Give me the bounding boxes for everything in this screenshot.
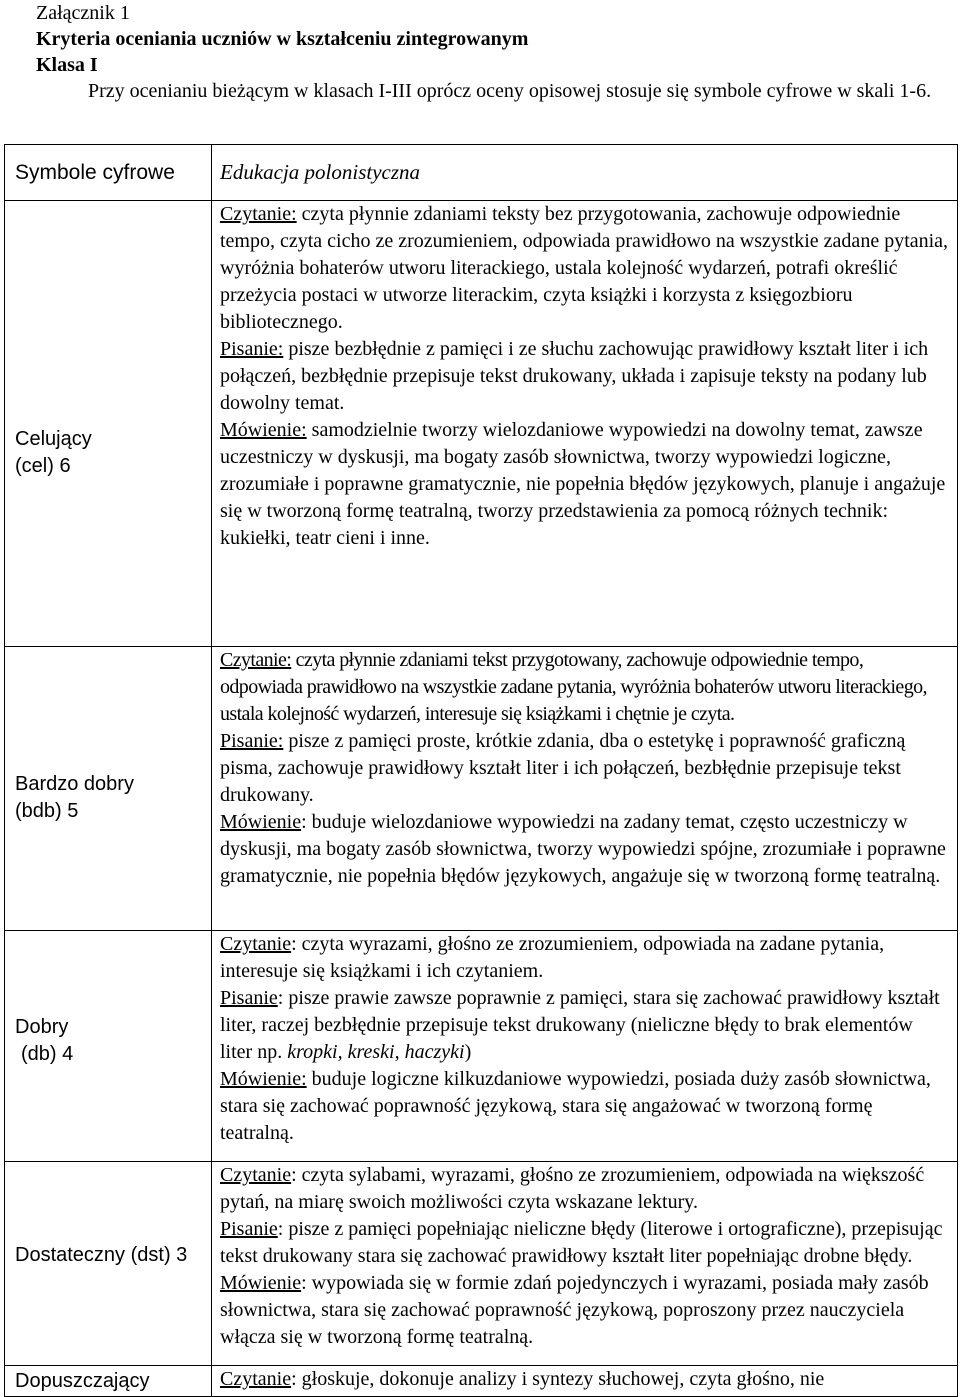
criterion-reading: Czytanie: głoskuje, dokonuje analizy i syntezy słuchowej, czyta głośno, nie [220, 1368, 825, 1390]
criterion-writing: Pisanie: pisze bezbłędnie z pamięci i ze słuchu zachowując prawidłowy kształt liter i ich połączeń, bezbłędnie przepisuje tekst drukowany, układa i zapisuje teksty na podany lub dowolny temat. [220, 338, 929, 414]
grade-code: (bdb) 5 [15, 800, 79, 822]
document-header [36, 0, 936, 104]
criterion-speaking: Mówienie: samodzielnie tworzy wielozdaniowe wypowiedzi na dowolny temat, zawsze uczestniczy w dyskusji, ma bogaty zasób słownictwa, tworzy wypowiedzi logiczne, zrozumiałe i poprawne gramatycznie, nie popełnia błędów językowych, planuje i angażuje się w tworzoną formę teatralną, tworzy przedstawienia za pomocą różnych technik: kukiełki, teatr cieni i inne. [220, 419, 946, 549]
criterion-reading: Czytanie: czyta płynnie zdaniami tekst przygotowany, zachowuje odpowiednie tempo, odpowiada prawidłowo na wszystkie zadane pytania, wyróżnia bohaterów utworu literackiego, ustala kolejność wydarzeń, interesuje się książkami i chętnie je czyta. [220, 649, 927, 725]
grade-code: (db) 4 [21, 1043, 74, 1065]
criterion-speaking: Mówienie: wypowiada się w formie zdań pojedynczych i wyrazami, posiada mały zasób słownictwa, stara się zachować poprawność językową, poproszony przez nauczyciela włącza się w tworzoną formę teatralną. [220, 1272, 929, 1348]
grade-code: (cel) 6 [15, 455, 71, 477]
criterion-writing: Pisanie: pisze z pamięci proste, krótkie zdania, dba o estetykę i poprawność graficzną pisma, zachowuje prawidłowy kształt liter i ich połączeń, bezbłędnie przepisuje tekst drukowany. [220, 730, 906, 806]
table-row [5, 201, 958, 647]
document-title: Kryteria oceniania uczniów w kształceniu zintegrowanym [36, 28, 529, 50]
grade-name: Bardzo dobry [15, 773, 134, 795]
table-row [5, 1366, 958, 1397]
grade-name: Dobry [15, 1016, 69, 1038]
grade-name: Dopuszczający [15, 1370, 150, 1392]
criterion-reading: Czytanie: czyta sylabami, wyrazami, głośno ze zrozumieniem, odpowiada na większość pytań, na miarę swoich możliwości czyta wskazane lektury. [220, 1164, 925, 1213]
class-label: Klasa I [36, 54, 98, 76]
annex-label: Załącznik 1 [36, 2, 130, 24]
table-header-row [5, 145, 958, 201]
grading-criteria-table [4, 144, 958, 1397]
criterion-reading: Czytanie: czyta wyrazami, głośno ze zrozumieniem, odpowiada na zadane pytania, interesuje się książkami i ich czytaniem. [220, 933, 885, 982]
criterion-speaking: Mówienie: buduje wielozdaniowe wypowiedzi na zadany temat, często uczestniczy w dyskusji, ma bogaty zasób słownictwa, tworzy wypowiedzi spójne, zrozumiałe i poprawne gramatycznie, nie popełnia błędów językowych, angażuje się w tworzoną formę teatralną. [220, 811, 946, 887]
table-row [5, 1162, 958, 1366]
criterion-speaking: Mówienie: buduje logiczne kilkuzdaniowe wypowiedzi, posiada duży zasób słownictwa, stara się zachować poprawność językową, stara się angażować w tworzoną formę teatralną. [220, 1068, 931, 1144]
table-row [5, 647, 958, 931]
grade-name: Celujący [15, 428, 92, 450]
col-symbols-header: Symbole cyfrowe [15, 161, 175, 184]
intro-paragraph: Przy ocenianiu bieżącym w klasach I-III oprócz oceny opisowej stosuje się symbole cyfrowe w skali 1-6. [88, 80, 932, 102]
criterion-reading: Czytanie: czyta płynnie zdaniami teksty bez przygotowania, zachowuje odpowiednie tempo, czyta cicho ze zrozumieniem, odpowiada prawidłowo na wszystkie zadane pytania, wyróżnia bohaterów utworu literackiego, ustala kolejność wydarzeń, potrafi określić przeżycia postaci w utworze literackim, czyta książki i korzysta z księgozbioru bibliotecznego. [220, 203, 949, 333]
grade-name: Dostateczny (dst) 3 [15, 1244, 188, 1266]
criterion-writing: Pisanie: pisze z pamięci popełniając nieliczne błędy (literowe i ortograficzne), przepisując tekst drukowany stara się zachować prawidłowy kształt liter popełniając drobne błędy. [220, 1218, 943, 1267]
table-row [5, 931, 958, 1162]
criterion-writing: Pisanie: pisze prawie zawsze poprawnie z pamięci, stara się zachować prawidłowy kształt liter, raczej bezbłędnie przepisuje tekst drukowany (nieliczne błędy to brak elementów liter np. kropki, kreski, haczyki) [220, 987, 940, 1063]
col-polish-education-header: Edukacja polonistyczna [220, 160, 421, 184]
